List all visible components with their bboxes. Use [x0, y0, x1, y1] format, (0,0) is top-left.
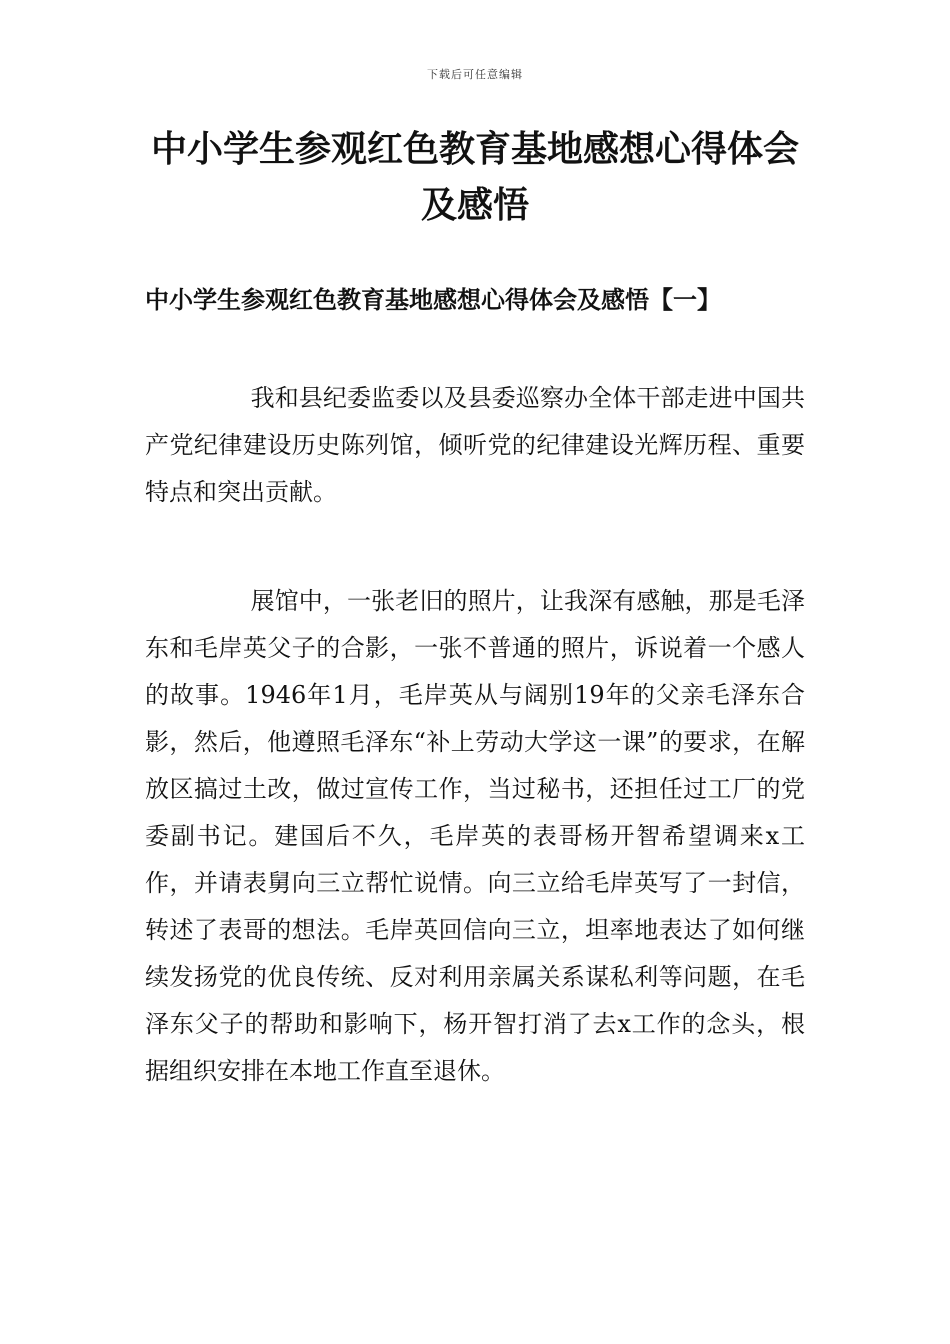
- header-note: 下载后可任意编辑: [427, 68, 523, 81]
- paragraph-2: 展馆中，一张老旧的照片，让我深有感触，那是毛泽东和毛岸英父子的合影，一张不普通的照片，诉说着一个感人的故事。1946年1月，毛岸英从与阔别19年的父亲毛泽东合影，然后，他遵照毛泽东“补上劳动大学这一课”的要求，在解放区搞过土改，做过宣传工作，当过秘书，还担任过工厂的党委副书记。建国后不久，毛岸英的表哥杨开智希望调来x工作，并请表舅向三立帮忙说情。向三立给毛岸英写了一封信，转述了表哥的想法。毛岸英回信向三立，坦率地表达了如何继续发扬党的优良传统、反对利用亲属关系谋私利等问题，在毛泽东父子的帮助和影响下，杨开智打消了去x工作的念头，根据组织安排在本地工作直至退休。: [145, 587, 805, 1085]
- section-heading: 中小学生参观红色教育基地感想心得体会及感悟【一】: [145, 286, 721, 314]
- document-title: 中小学生参观红色教育基地感想心得体会及感悟: [150, 129, 799, 226]
- paragraph-1: 我和县纪委监委以及县委巡察办全体干部走进中国共产党纪律建设历史陈列馆，倾听党的纪律建设光辉历程、重要特点和突出贡献。: [145, 384, 805, 506]
